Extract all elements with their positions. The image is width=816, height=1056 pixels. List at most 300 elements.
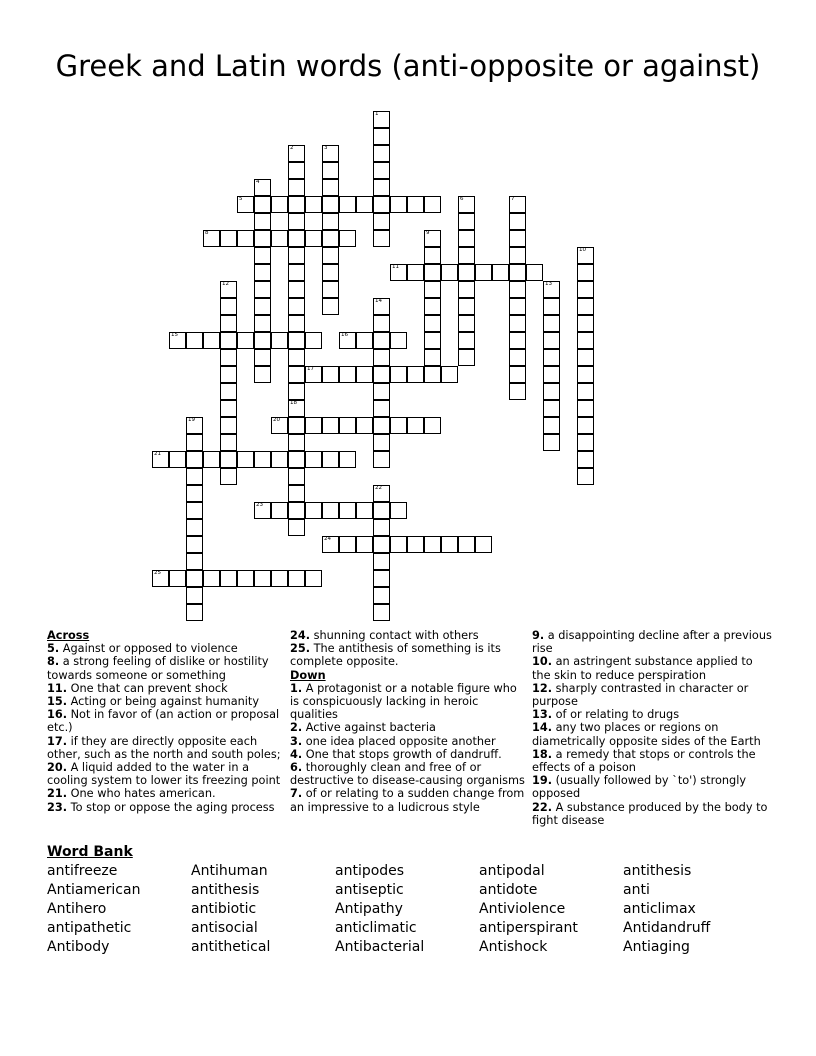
grid-cell[interactable] [322, 451, 339, 468]
grid-cell[interactable] [322, 366, 339, 383]
grid-cell[interactable] [458, 230, 475, 247]
grid-cell[interactable] [220, 281, 237, 298]
word-bank-item: anticlimatic [335, 920, 417, 936]
down-clue [290, 735, 526, 748]
grid-cell[interactable] [373, 230, 390, 247]
grid-cell[interactable] [390, 502, 407, 519]
grid-cell[interactable] [237, 451, 254, 468]
grid-cell[interactable] [543, 315, 560, 332]
grid-cell[interactable] [322, 179, 339, 196]
grid-cell[interactable] [254, 451, 271, 468]
grid-cell[interactable] [509, 298, 526, 315]
grid-cell[interactable] [186, 332, 203, 349]
across-clue [47, 735, 283, 761]
grid-cell[interactable] [169, 570, 186, 587]
grid-cell[interactable] [373, 111, 390, 128]
grid-cell[interactable] [288, 502, 305, 519]
cell-number: 2 [290, 145, 294, 151]
grid-cell[interactable] [288, 349, 305, 366]
grid-cell[interactable] [322, 417, 339, 434]
grid-cell[interactable] [407, 264, 424, 281]
grid-cell[interactable] [203, 230, 220, 247]
grid-cell[interactable] [390, 264, 407, 281]
grid-cell[interactable] [254, 213, 271, 230]
grid-cell[interactable] [322, 264, 339, 281]
grid-cell[interactable] [577, 434, 594, 451]
grid-cell[interactable] [288, 298, 305, 315]
grid-cell[interactable] [220, 451, 237, 468]
grid-cell[interactable] [373, 383, 390, 400]
grid-cell[interactable] [543, 349, 560, 366]
grid-cell[interactable] [424, 332, 441, 349]
grid-cell[interactable] [373, 196, 390, 213]
grid-cell[interactable] [254, 570, 271, 587]
grid-cell[interactable] [305, 230, 322, 247]
grid-cell[interactable] [577, 366, 594, 383]
clue-number: 20. [47, 761, 68, 775]
grid-cell[interactable] [220, 570, 237, 587]
grid-cell[interactable] [356, 536, 373, 553]
grid-cell[interactable] [186, 468, 203, 485]
clue-number: 21. [47, 787, 68, 801]
grid-cell[interactable] [577, 247, 594, 264]
grid-cell[interactable] [373, 145, 390, 162]
grid-cell[interactable] [288, 468, 305, 485]
cell-number: 21 [154, 451, 161, 457]
cell-number: 1 [375, 111, 379, 117]
grid-cell[interactable] [271, 417, 288, 434]
grid-cell[interactable] [152, 451, 169, 468]
cell-number: 19 [188, 417, 195, 423]
grid-cell[interactable] [288, 247, 305, 264]
grid-cell[interactable] [186, 536, 203, 553]
grid-cell[interactable] [509, 349, 526, 366]
grid-cell[interactable] [458, 264, 475, 281]
grid-cell[interactable] [288, 400, 305, 417]
grid-cell[interactable] [424, 417, 441, 434]
grid-cell[interactable] [509, 332, 526, 349]
grid-cell[interactable] [543, 400, 560, 417]
grid-cell[interactable] [186, 451, 203, 468]
grid-cell[interactable] [288, 230, 305, 247]
grid-cell[interactable] [577, 298, 594, 315]
clue-column-2 [290, 629, 526, 814]
grid-cell[interactable] [475, 536, 492, 553]
grid-cell[interactable] [356, 502, 373, 519]
grid-cell[interactable] [577, 315, 594, 332]
grid-cell[interactable] [356, 196, 373, 213]
clue-text: a disappointing decline after a previous rise [532, 629, 772, 656]
across-clue [47, 682, 283, 695]
grid-cell[interactable] [390, 536, 407, 553]
grid-cell[interactable] [254, 264, 271, 281]
grid-cell[interactable] [509, 247, 526, 264]
grid-cell[interactable] [373, 366, 390, 383]
cell-number: 17 [307, 366, 314, 372]
grid-cell[interactable] [458, 536, 475, 553]
grid-cell[interactable] [509, 196, 526, 213]
grid-cell[interactable] [424, 315, 441, 332]
grid-cell[interactable] [373, 417, 390, 434]
grid-cell[interactable] [305, 332, 322, 349]
grid-cell[interactable] [203, 451, 220, 468]
grid-cell[interactable] [305, 502, 322, 519]
word-bank-item: antipodes [335, 863, 405, 879]
grid-cell[interactable] [458, 247, 475, 264]
grid-cell[interactable] [509, 366, 526, 383]
grid-cell[interactable] [373, 298, 390, 315]
grid-cell[interactable] [339, 451, 356, 468]
grid-cell[interactable] [458, 349, 475, 366]
clue-number: 6. [290, 761, 303, 775]
grid-cell[interactable] [288, 570, 305, 587]
grid-cell[interactable] [373, 502, 390, 519]
cell-number: 9 [426, 230, 430, 236]
grid-cell[interactable] [373, 400, 390, 417]
grid-cell[interactable] [271, 570, 288, 587]
cell-number: 7 [511, 196, 515, 202]
grid-cell[interactable] [373, 485, 390, 502]
grid-cell[interactable] [271, 502, 288, 519]
grid-cell[interactable] [322, 230, 339, 247]
grid-cell[interactable] [339, 332, 356, 349]
across-clue [47, 695, 283, 708]
down-clue [290, 721, 526, 734]
across-clue [47, 655, 283, 681]
grid-cell[interactable] [169, 451, 186, 468]
word-bank-item: Antiaging [623, 939, 690, 955]
grid-cell[interactable] [322, 298, 339, 315]
clue-column-1 [47, 629, 283, 814]
clue-number: 19. [532, 774, 553, 788]
grid-cell[interactable] [254, 196, 271, 213]
clue-column-3 [532, 629, 772, 827]
grid-cell[interactable] [152, 570, 169, 587]
clue-text: To stop or oppose the aging process [67, 800, 275, 814]
grid-cell[interactable] [407, 417, 424, 434]
grid-cell[interactable] [577, 468, 594, 485]
grid-cell[interactable] [220, 230, 237, 247]
grid-cell[interactable] [220, 417, 237, 434]
cell-number: 5 [239, 196, 243, 202]
grid-cell[interactable] [526, 264, 543, 281]
grid-cell[interactable] [458, 315, 475, 332]
grid-cell[interactable] [373, 128, 390, 145]
grid-cell[interactable] [220, 298, 237, 315]
cell-number: 15 [171, 332, 178, 338]
grid-cell[interactable] [322, 162, 339, 179]
grid-cell[interactable] [254, 230, 271, 247]
grid-cell[interactable] [288, 434, 305, 451]
grid-cell[interactable] [458, 196, 475, 213]
grid-cell[interactable] [254, 502, 271, 519]
grid-cell[interactable] [373, 553, 390, 570]
grid-cell[interactable] [254, 298, 271, 315]
grid-cell[interactable] [186, 519, 203, 536]
grid-cell[interactable] [186, 417, 203, 434]
grid-cell[interactable] [322, 196, 339, 213]
grid-cell[interactable] [288, 315, 305, 332]
down-clue [532, 682, 772, 708]
grid-cell[interactable] [322, 536, 339, 553]
grid-cell[interactable] [271, 196, 288, 213]
clue-number: 10. [532, 655, 553, 669]
grid-cell[interactable] [322, 145, 339, 162]
grid-cell[interactable] [543, 332, 560, 349]
grid-cell[interactable] [288, 162, 305, 179]
clue-text: Against or opposed to violence [59, 642, 238, 656]
grid-cell[interactable] [441, 366, 458, 383]
grid-cell[interactable] [271, 230, 288, 247]
clue-text: thoroughly clean and free of or destructive to disease-causing organisms [290, 761, 525, 788]
grid-cell[interactable] [373, 519, 390, 536]
grid-cell[interactable] [509, 315, 526, 332]
grid-cell[interactable] [577, 451, 594, 468]
grid-cell[interactable] [288, 213, 305, 230]
grid-cell[interactable] [424, 366, 441, 383]
grid-cell[interactable] [390, 196, 407, 213]
grid-cell[interactable] [577, 264, 594, 281]
grid-cell[interactable] [509, 230, 526, 247]
grid-cell[interactable] [237, 570, 254, 587]
grid-cell[interactable] [254, 281, 271, 298]
grid-cell[interactable] [390, 332, 407, 349]
grid-cell[interactable] [322, 247, 339, 264]
grid-cell[interactable] [220, 468, 237, 485]
word-bank [47, 862, 787, 957]
grid-cell[interactable] [322, 281, 339, 298]
clue-number: 23. [47, 800, 68, 814]
grid-cell[interactable] [492, 264, 509, 281]
grid-cell[interactable] [407, 536, 424, 553]
clue-number: 3. [290, 734, 303, 748]
grid-cell[interactable] [288, 332, 305, 349]
grid-cell[interactable] [254, 179, 271, 196]
grid-cell[interactable] [305, 366, 322, 383]
grid-cell[interactable] [288, 485, 305, 502]
grid-cell[interactable] [322, 213, 339, 230]
clue-number: 24. [290, 629, 311, 642]
grid-cell[interactable] [373, 604, 390, 621]
grid-cell[interactable] [220, 315, 237, 332]
grid-cell[interactable] [441, 264, 458, 281]
grid-cell[interactable] [509, 213, 526, 230]
grid-cell[interactable] [390, 366, 407, 383]
grid-cell[interactable] [339, 196, 356, 213]
grid-cell[interactable] [373, 213, 390, 230]
cell-number: 3 [324, 145, 328, 151]
cell-number: 4 [256, 179, 260, 185]
clue-text: The antithesis of something is its complete opposite. [290, 642, 501, 669]
grid-cell[interactable] [271, 332, 288, 349]
grid-cell[interactable] [339, 536, 356, 553]
across-clue [47, 801, 283, 814]
grid-cell[interactable] [220, 349, 237, 366]
grid-cell[interactable] [424, 281, 441, 298]
grid-cell[interactable] [220, 400, 237, 417]
grid-cell[interactable] [424, 349, 441, 366]
grid-cell[interactable] [458, 213, 475, 230]
cell-number: 6 [460, 196, 464, 202]
grid-cell[interactable] [186, 502, 203, 519]
grid-cell[interactable] [288, 417, 305, 434]
grid-cell[interactable] [186, 434, 203, 451]
grid-cell[interactable] [458, 332, 475, 349]
grid-cell[interactable] [186, 587, 203, 604]
grid-cell[interactable] [424, 264, 441, 281]
down-clue [290, 682, 526, 722]
grid-cell[interactable] [373, 349, 390, 366]
word-bank-item: antipodal [479, 863, 545, 879]
grid-cell[interactable] [288, 451, 305, 468]
grid-cell[interactable] [220, 366, 237, 383]
word-bank-title: Word Bank [47, 844, 133, 860]
down-clue [532, 721, 772, 747]
grid-cell[interactable] [543, 383, 560, 400]
grid-cell[interactable] [373, 179, 390, 196]
grid-cell[interactable] [186, 604, 203, 621]
grid-cell[interactable] [305, 417, 322, 434]
grid-cell[interactable] [288, 145, 305, 162]
clue-number: 22. [532, 800, 553, 814]
down-header: Down [290, 668, 326, 682]
grid-cell[interactable] [254, 315, 271, 332]
grid-cell[interactable] [237, 332, 254, 349]
grid-cell[interactable] [339, 230, 356, 247]
grid-cell[interactable] [356, 417, 373, 434]
grid-cell[interactable] [339, 502, 356, 519]
grid-cell[interactable] [305, 451, 322, 468]
grid-cell[interactable] [305, 570, 322, 587]
cell-number: 24 [324, 536, 331, 542]
grid-cell[interactable] [543, 366, 560, 383]
grid-cell[interactable] [543, 298, 560, 315]
across-clue [47, 708, 283, 734]
grid-cell[interactable] [186, 570, 203, 587]
grid-cell[interactable] [543, 434, 560, 451]
grid-cell[interactable] [254, 332, 271, 349]
clue-text: A liquid added to the water in a cooling system to lower its freezing point [47, 761, 281, 788]
grid-cell[interactable] [288, 519, 305, 536]
grid-cell[interactable] [424, 230, 441, 247]
grid-cell[interactable] [203, 332, 220, 349]
word-bank-item: Antihuman [191, 863, 268, 879]
grid-cell[interactable] [509, 264, 526, 281]
word-bank-item: Antibacterial [335, 939, 425, 955]
clue-text: one idea placed opposite another [302, 734, 496, 748]
grid-cell[interactable] [356, 366, 373, 383]
clue-number: 7. [290, 787, 303, 801]
grid-cell[interactable] [373, 162, 390, 179]
clue-number: 1. [290, 681, 303, 695]
grid-cell[interactable] [543, 281, 560, 298]
grid-cell[interactable] [543, 417, 560, 434]
grid-cell[interactable] [475, 264, 492, 281]
down-clue [290, 787, 526, 813]
cell-number: 22 [375, 485, 382, 491]
grid-cell[interactable] [373, 332, 390, 349]
grid-cell[interactable] [203, 570, 220, 587]
cell-number: 13 [545, 281, 552, 287]
grid-cell[interactable] [237, 196, 254, 213]
grid-cell[interactable] [186, 485, 203, 502]
clue-number: 16. [47, 708, 68, 722]
down-clue [290, 748, 526, 761]
grid-cell[interactable] [288, 366, 305, 383]
grid-cell[interactable] [424, 196, 441, 213]
grid-cell[interactable] [271, 451, 288, 468]
clue-number: 4. [290, 747, 303, 761]
grid-cell[interactable] [407, 196, 424, 213]
grid-cell[interactable] [577, 332, 594, 349]
grid-cell[interactable] [288, 383, 305, 400]
grid-cell[interactable] [220, 332, 237, 349]
grid-cell[interactable] [458, 281, 475, 298]
clue-number: 14. [532, 721, 553, 735]
grid-cell[interactable] [509, 281, 526, 298]
clue-text: A substance produced by the body to fight disease [532, 800, 768, 827]
grid-cell[interactable] [220, 434, 237, 451]
grid-cell[interactable] [373, 587, 390, 604]
cell-number: 8 [205, 230, 209, 236]
grid-cell[interactable] [424, 247, 441, 264]
clue-text: One who hates american. [67, 787, 216, 801]
grid-cell[interactable] [577, 349, 594, 366]
grid-cell[interactable] [441, 536, 458, 553]
grid-cell[interactable] [424, 298, 441, 315]
grid-cell[interactable] [339, 366, 356, 383]
grid-cell[interactable] [288, 264, 305, 281]
clue-number: 15. [47, 695, 68, 709]
grid-cell[interactable] [509, 383, 526, 400]
grid-cell[interactable] [254, 349, 271, 366]
grid-cell[interactable] [288, 179, 305, 196]
grid-cell[interactable] [220, 383, 237, 400]
grid-cell[interactable] [390, 417, 407, 434]
grid-cell[interactable] [373, 570, 390, 587]
grid-cell[interactable] [305, 196, 322, 213]
grid-cell[interactable] [577, 383, 594, 400]
word-bank-item: antibiotic [191, 901, 257, 917]
grid-cell[interactable] [458, 298, 475, 315]
grid-cell[interactable] [169, 332, 186, 349]
grid-cell[interactable] [186, 553, 203, 570]
clue-number: 18. [532, 747, 553, 761]
grid-cell[interactable] [577, 281, 594, 298]
grid-cell[interactable] [373, 434, 390, 451]
grid-cell[interactable] [373, 451, 390, 468]
word-bank-item: antithesis [191, 882, 260, 898]
grid-cell[interactable] [288, 196, 305, 213]
grid-cell[interactable] [356, 332, 373, 349]
grid-cell[interactable] [237, 230, 254, 247]
grid-cell[interactable] [322, 502, 339, 519]
grid-cell[interactable] [254, 366, 271, 383]
grid-cell[interactable] [339, 417, 356, 434]
grid-cell[interactable] [424, 536, 441, 553]
clue-text: Acting or being against humanity [67, 695, 260, 709]
down-clue [532, 774, 772, 800]
grid-cell[interactable] [577, 417, 594, 434]
cell-number: 14 [375, 298, 382, 304]
grid-cell[interactable] [373, 536, 390, 553]
grid-cell[interactable] [407, 366, 424, 383]
grid-cell[interactable] [288, 281, 305, 298]
grid-cell[interactable] [373, 315, 390, 332]
grid-cell[interactable] [577, 400, 594, 417]
word-bank-item: anticlimax [623, 901, 696, 917]
grid-cell[interactable] [254, 247, 271, 264]
